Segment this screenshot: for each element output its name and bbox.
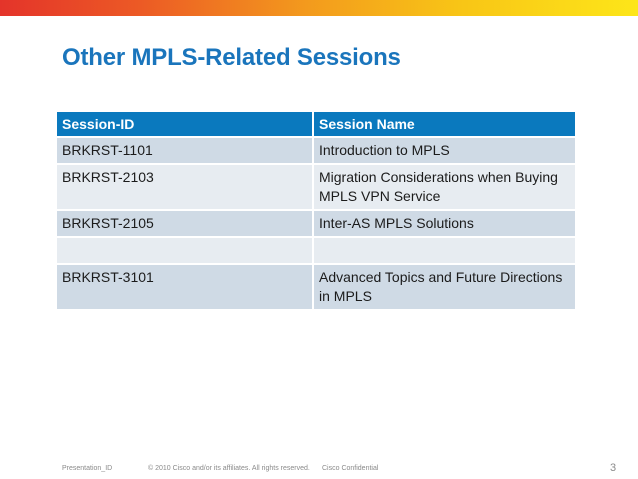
footer-presentation-id: Presentation_ID <box>62 465 113 472</box>
table-row <box>57 210 575 237</box>
session-name-cell: Inter-AS MPLS Solutions <box>313 210 575 237</box>
footer-confidential: Cisco Confidential <box>322 465 379 472</box>
page-number: 3 <box>610 462 617 474</box>
session-name-cell <box>313 237 575 264</box>
top-gradient-bar <box>0 0 638 16</box>
session-id-cell: BRKRST-2105 <box>57 210 313 237</box>
table-row <box>57 237 575 264</box>
column-header-session-name: Session Name <box>313 112 575 137</box>
table-row <box>57 264 575 310</box>
session-id-cell: BRKRST-2103 <box>57 164 313 210</box>
session-id-cell: BRKRST-3101 <box>57 264 313 310</box>
table-header-row <box>57 112 575 137</box>
session-name-cell: Migration Considerations when Buying MPLS VPN Service <box>313 164 575 210</box>
session-id-cell <box>57 237 313 264</box>
sessions-table <box>57 112 575 311</box>
session-name-cell: Introduction to MPLS <box>313 137 575 164</box>
table-row <box>57 137 575 164</box>
session-id-cell: BRKRST-1101 <box>57 137 313 164</box>
column-header-session-id: Session-ID <box>57 112 313 137</box>
session-name-cell: Advanced Topics and Future Directions in MPLS <box>313 264 575 310</box>
slide-title: Other MPLS-Related Sessions <box>62 44 401 71</box>
table-row <box>57 164 575 210</box>
footer-copyright: © 2010 Cisco and/or its affiliates. All rights reserved. <box>148 465 310 472</box>
